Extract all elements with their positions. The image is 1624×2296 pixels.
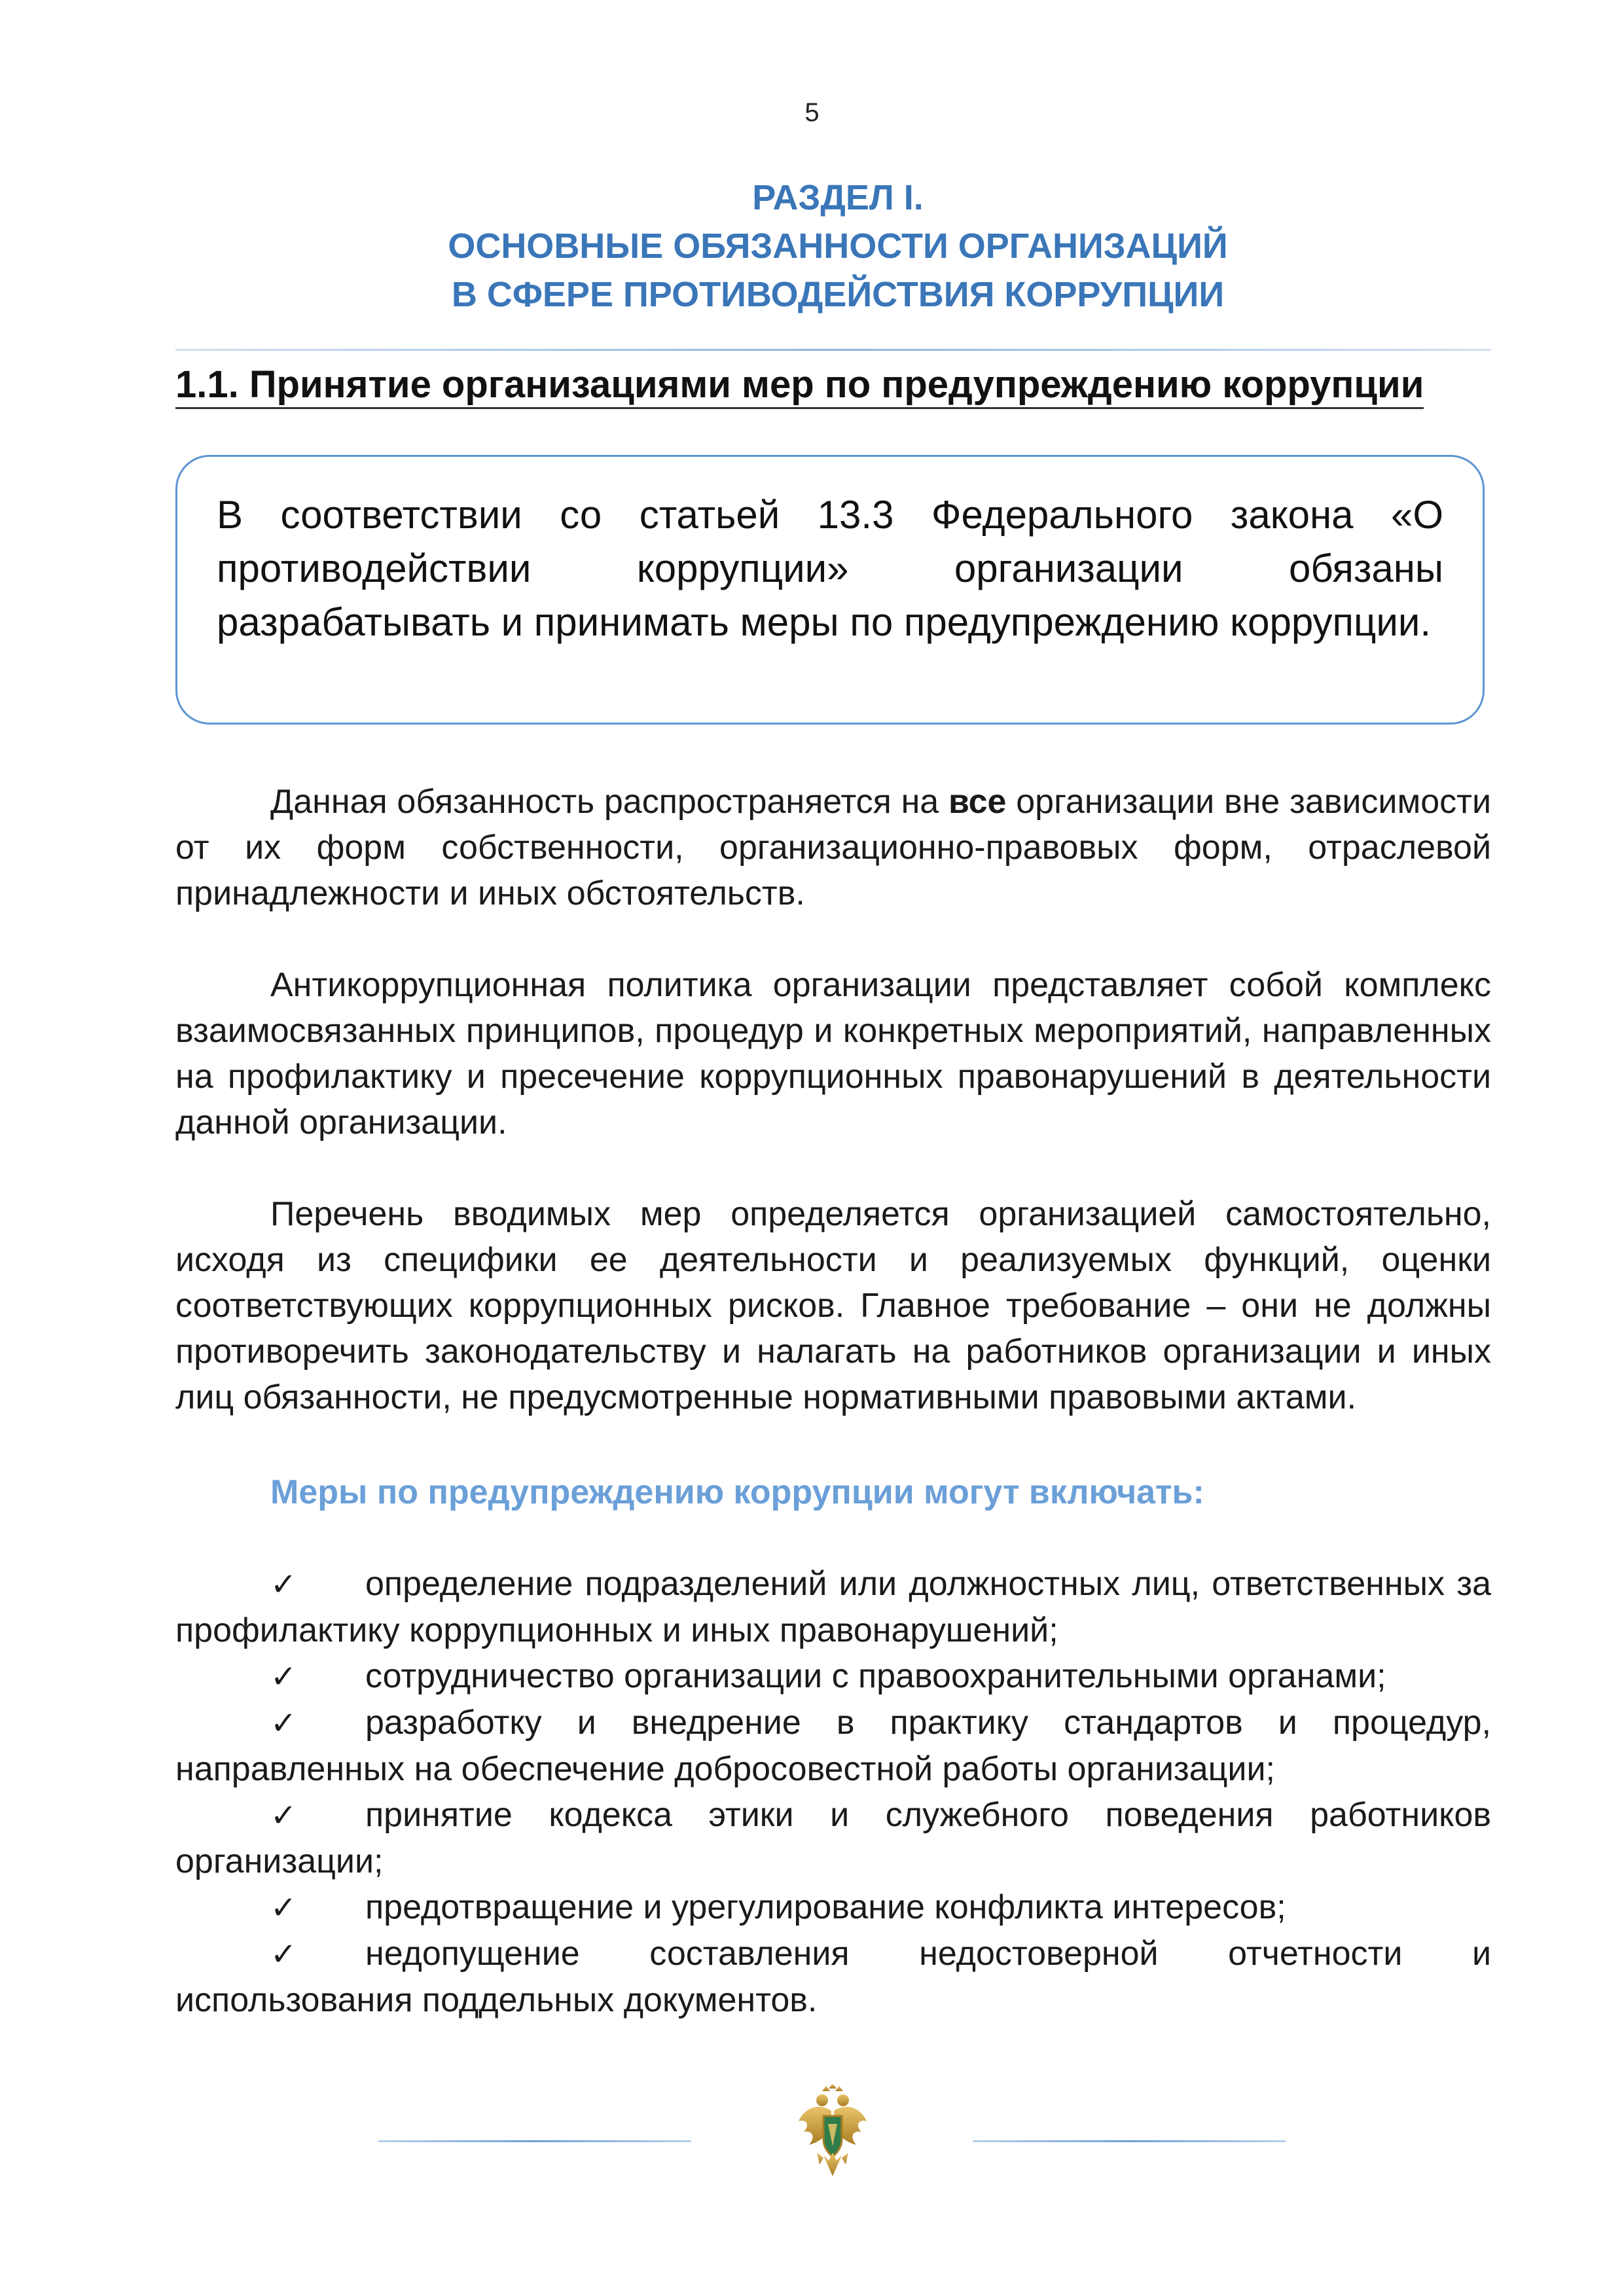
list-item-text: сотрудничество организации с правоохранительными органами; xyxy=(365,1657,1386,1695)
list-item xyxy=(175,1792,1491,1884)
list-item-text: недопущение составления недостоверной отчетности и использования поддельных документов. xyxy=(175,1935,1491,2019)
list-item xyxy=(175,1884,1491,1931)
section-divider xyxy=(175,349,1491,351)
checkmark-icon: ✓ xyxy=(270,1936,297,1973)
footer-divider-right xyxy=(973,2140,1286,2142)
section-heading-line-2: ОСНОВНЫЕ ОБЯЗАННОСТИ ОРГАНИЗАЦИЙ xyxy=(448,226,1228,266)
list-item xyxy=(175,1700,1491,1792)
list-item-text: предотвращение и урегулирование конфликта интересов; xyxy=(365,1888,1286,1926)
list-item xyxy=(175,1931,1491,2023)
paragraph-1-emphasis: все xyxy=(948,783,1007,821)
list-item-text: разработку и внедрение в практику стандартов и процедур, направленных на обеспечение добросовестной работы организации; xyxy=(175,1704,1491,1788)
paragraph-1-end: организации вне зависимости от их форм собственности, организационно-правовых форм, отраслевой принадлежности и иных обстоятельств. xyxy=(175,783,1491,912)
measures-list xyxy=(175,1561,1491,2023)
list-item xyxy=(175,1561,1491,1653)
section-heading-line-1: РАЗДЕЛ I. xyxy=(752,178,924,217)
callout-box xyxy=(175,455,1485,725)
page-number: 5 xyxy=(804,98,820,127)
section-heading xyxy=(196,173,1479,319)
list-item xyxy=(175,1653,1491,1700)
subsection-title-text: 1.1. Принятие организациями мер по предупреждению коррупции xyxy=(175,363,1424,409)
list-item-text: определение подразделений или должностных лиц, ответственных за профилактику коррупционных и иных правонарушений; xyxy=(175,1565,1491,1649)
paragraph-1-start: Данная обязанность распространяется на xyxy=(270,783,948,821)
measures-heading: Меры по предупреждению коррупции могут включать: xyxy=(270,1473,1204,1511)
subsection-title xyxy=(175,359,1485,411)
checkmark-icon: ✓ xyxy=(270,1890,297,1926)
list-item-text: принятие кодекса этики и служебного поведения работников организации; xyxy=(175,1796,1491,1880)
footer-divider-left xyxy=(378,2140,691,2142)
checkmark-icon: ✓ xyxy=(270,1566,297,1603)
checkmark-icon: ✓ xyxy=(270,1659,297,1695)
paragraph-anticorruption-policy: Антикоррупционная политика организации представляет собой комплекс взаимосвязанных принципов, процедур и конкретных мероприятий, направленных на профилактику и пресечение коррупционных правонарушений в деятельности данной организации. xyxy=(175,966,1491,1141)
checkmark-icon: ✓ xyxy=(270,1797,297,1834)
double-headed-eagle-emblem-icon xyxy=(793,2085,872,2189)
section-heading-line-3: В СФЕРЕ ПРОТИВОДЕЙСТВИЯ КОРРУПЦИИ xyxy=(451,275,1225,314)
checkmark-icon: ✓ xyxy=(270,1705,297,1742)
callout-text: В соответствии со статьей 13.3 Федерального закона «О противодействии коррупции» организации обязаны разрабатывать и принимать меры по предупреждению коррупции. xyxy=(217,493,1443,644)
paragraph-measures-list-definition: Перечень вводимых мер определяется организацией самостоятельно, исходя из специфики ее деятельности и реализуемых функций, оценки соответствующих коррупционных рисков. Главное требование – они не должны противоречить законодательству и налагать на работников организации и иных лиц обязанности, не предусмотренные нормативными правовыми актами. xyxy=(175,1195,1491,1416)
paragraph-obligation-scope xyxy=(175,779,1491,916)
